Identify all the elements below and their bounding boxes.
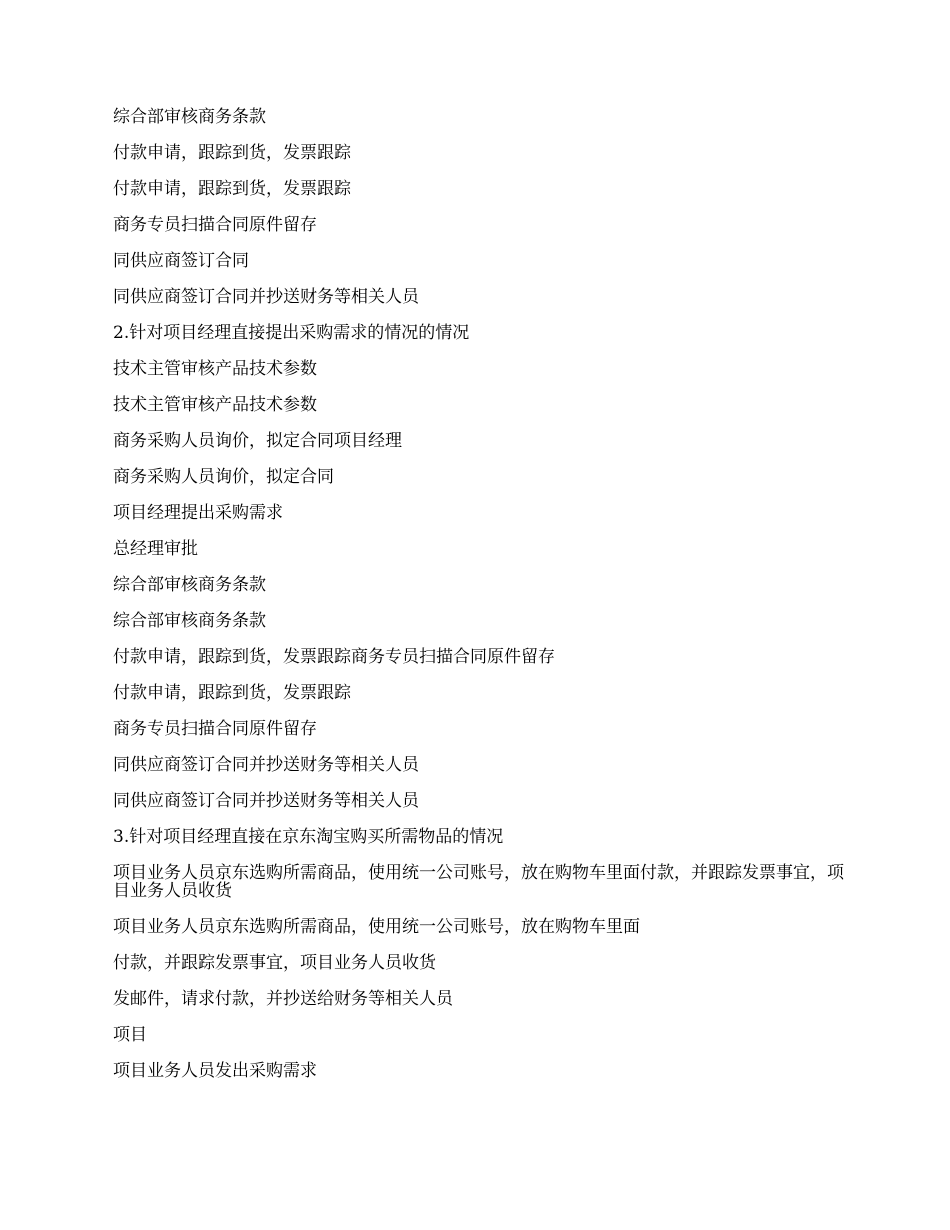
section-heading: 3.针对项目经理直接在京东淘宝购买所需物品的情况: [113, 827, 504, 847]
text-line: 技术主管审核产品技术参数: [113, 395, 317, 415]
text-line: 同供应商签订合同并抄送财务等相关人员: [113, 755, 419, 775]
text-line: 商务专员扫描合同原件留存: [113, 215, 317, 235]
text-line: 综合部审核商务条款: [113, 611, 266, 631]
document-body: [113, 108, 848, 1098]
text-line: 项目: [113, 1025, 147, 1045]
text-paragraph: 项目业务人员京东选购所需商品，使用统一公司账号，放在购物车里面付款，并跟踪发票事宜，项目业务人员收货: [113, 863, 844, 901]
section-heading: 2.针对项目经理直接提出采购需求的情况的情况: [113, 323, 470, 343]
text-line: 商务采购人员询价，拟定合同项目经理: [113, 431, 402, 451]
text-line: 项目经理提出采购需求: [113, 503, 283, 523]
text-line: 付款，并跟踪发票事宜，项目业务人员收货: [113, 953, 436, 973]
text-line: 商务专员扫描合同原件留存: [113, 719, 317, 739]
text-line: 同供应商签订合同并抄送财务等相关人员: [113, 287, 419, 307]
text-line: 总经理审批: [113, 539, 198, 559]
text-line: 付款申请，跟踪到货，发票跟踪商务专员扫描合同原件留存: [113, 647, 555, 667]
text-line: 项目业务人员京东选购所需商品，使用统一公司账号，放在购物车里面: [113, 917, 640, 937]
text-line: 技术主管审核产品技术参数: [113, 359, 317, 379]
text-line: 付款申请，跟踪到货，发票跟踪: [113, 683, 351, 703]
text-line: 综合部审核商务条款: [113, 575, 266, 595]
text-line: 同供应商签订合同: [113, 251, 249, 271]
text-line: 付款申请，跟踪到货，发票跟踪: [113, 179, 351, 199]
text-line: 发邮件，请求付款，并抄送给财务等相关人员: [113, 989, 453, 1009]
text-line: 付款申请，跟踪到货，发票跟踪: [113, 143, 351, 163]
text-line: 同供应商签订合同并抄送财务等相关人员: [113, 791, 419, 811]
text-line: 综合部审核商务条款: [113, 107, 266, 127]
text-line: 项目业务人员发出采购需求: [113, 1061, 317, 1081]
text-line: 商务采购人员询价，拟定合同: [113, 467, 334, 487]
